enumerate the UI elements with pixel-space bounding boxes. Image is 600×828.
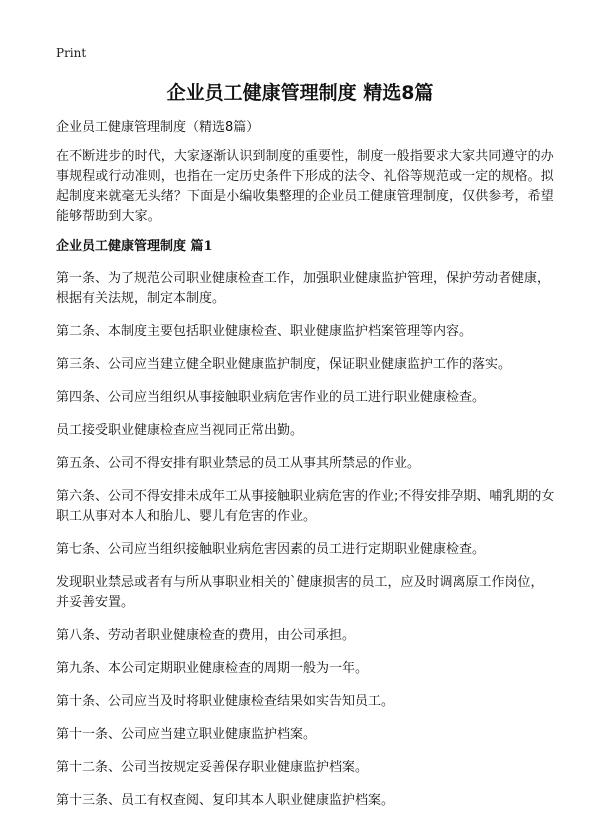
article-paragraph: 第四条、公司应当组织从事接触职业病危害作业的员工进行职业健康检查。 <box>56 390 486 405</box>
article-paragraph: 第二条、本制度主要包括职业健康检查、职业健康监护档案管理等内容。 <box>56 324 473 339</box>
article-paragraph: 员工接受职业健康检查应当视同正常出勤。 <box>56 423 304 438</box>
section-heading: 企业员工健康管理制度 篇1 <box>56 239 213 254</box>
document-subtitle: 企业员工健康管理制度（精选8篇） <box>56 120 260 135</box>
article-paragraph: 第七条、公司应当组织接触职业病危害因素的员工进行定期职业健康检查。 <box>56 542 486 557</box>
article-paragraph: 发现职业禁忌或者有与所从事职业相关的`健康损害的员工，应及时调离原工作岗位，并妥善安置。 <box>56 575 544 610</box>
document-body <box>56 118 556 824</box>
article-paragraph: 第三条、公司应当建立健全职业健康监护制度，保证职业健康监护工作的落实。 <box>56 357 512 372</box>
intro-paragraph: 在不断进步的时代，大家逐渐认识到制度的重要性，制度一般指要求大家共同遵守的办事规程或行动准则，也指在一定历史条件下形成的法令、礼俗等规范或一定的规格。拟起制度来就毫无头绪？下面是小编收集整理的企业员工健康管理制度，仅供参考，希望能够帮助到大家。 <box>56 149 554 224</box>
page-title: 企业员工健康管理制度 精选8篇 <box>166 82 434 104</box>
article-paragraph: 第一条、为了规范公司职业健康检查工作，加强职业健康监护管理，保护劳动者健康，根据有关法规，制定本制度。 <box>56 271 551 306</box>
article-paragraph: 第九条、本公司定期职业健康检查的周期一般为一年。 <box>56 661 369 676</box>
article-paragraph: 第十条、公司应当及时将职业健康检查结果如实告知员工。 <box>56 694 395 709</box>
print-link[interactable]: Print <box>56 46 87 60</box>
article-paragraph: 第六条、公司不得安排未成年工从事接触职业病危害的作业;不得安排孕期、哺乳期的女职工从事对本人和胎儿、婴儿有危害的作业。 <box>56 489 555 524</box>
article-paragraph: 第五条、公司不得安排有职业禁忌的员工从事其所禁忌的作业。 <box>56 456 421 471</box>
article-paragraph: 第十一条、公司应当建立职业健康监护档案。 <box>56 727 317 742</box>
article-paragraph: 第十二条、公司当按规定妥善保存职业健康监护档案。 <box>56 760 369 775</box>
article-paragraph: 第十三条、员工有权查阅、复印其本人职业健康监护档案。 <box>56 793 395 808</box>
article-paragraph: 第八条、劳动者职业健康检查的费用，由公司承担。 <box>56 628 356 643</box>
